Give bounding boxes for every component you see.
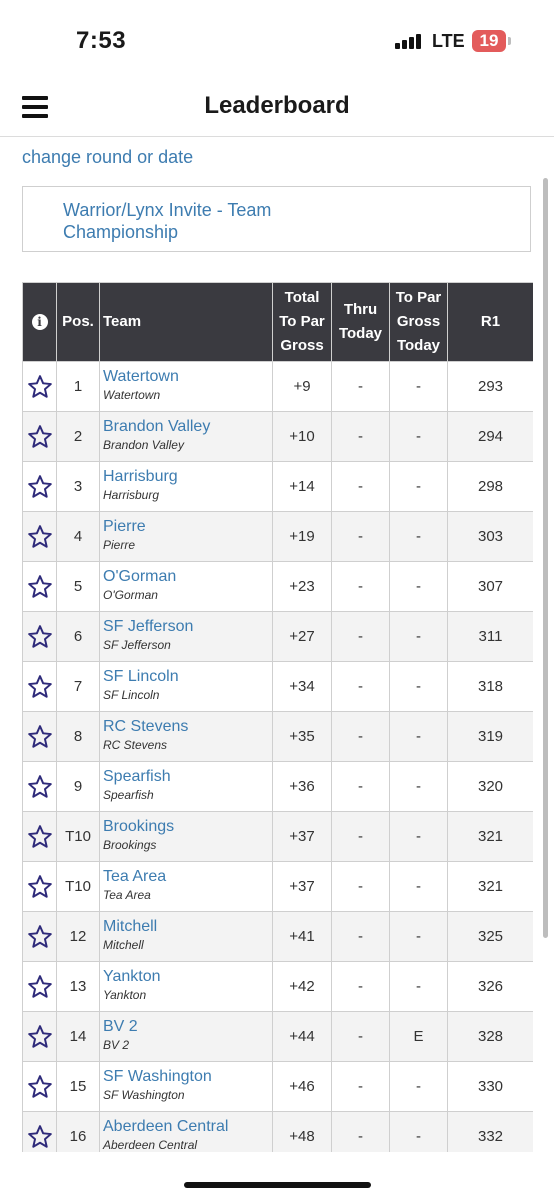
- r1-cell: 293: [448, 362, 534, 412]
- thru-today-cell: -: [332, 662, 390, 712]
- thru-today-cell: -: [332, 412, 390, 462]
- favorite-cell: [23, 812, 57, 862]
- team-link[interactable]: Harrisburg: [103, 468, 178, 485]
- table-row: [23, 912, 534, 962]
- table-row: [23, 762, 534, 812]
- change-round-link[interactable]: change round or date: [22, 147, 194, 167]
- total-to-par-cell: +10: [273, 412, 332, 462]
- home-indicator: [184, 1182, 371, 1188]
- favorite-cell: [23, 362, 57, 412]
- total-to-par-cell: +36: [273, 762, 332, 812]
- favorite-cell: [23, 662, 57, 712]
- thru-today-cell: -: [332, 512, 390, 562]
- total-to-par-cell: +48: [273, 1112, 332, 1153]
- battery-cap: [508, 37, 511, 45]
- star-outline-icon[interactable]: [27, 924, 53, 950]
- team-subtitle: Yankton: [103, 988, 147, 1002]
- thru-today-cell: -: [332, 1062, 390, 1112]
- position-cell: 15: [57, 1062, 100, 1112]
- star-outline-icon[interactable]: [27, 474, 53, 500]
- r1-cell: 321: [448, 862, 534, 912]
- table-row: [23, 612, 534, 662]
- thru-today-cell: -: [332, 962, 390, 1012]
- thru-today-cell: -: [332, 812, 390, 862]
- team-subtitle: O'Gorman: [103, 588, 158, 602]
- team-cell: [100, 412, 273, 462]
- star-outline-icon[interactable]: [27, 424, 53, 450]
- to-par-today-cell: -: [390, 412, 448, 462]
- team-cell: [100, 912, 273, 962]
- to-par-today-cell: -: [390, 712, 448, 762]
- topar-header-line2: Gross: [396, 313, 441, 330]
- leaderboard-table-container: [22, 282, 533, 1152]
- event-selector[interactable]: [22, 186, 531, 252]
- team-cell: [100, 862, 273, 912]
- table-header-row: [23, 283, 534, 362]
- table-row: [23, 412, 534, 462]
- favorite-cell: [23, 612, 57, 662]
- team-cell: [100, 512, 273, 562]
- team-subtitle: Watertown: [103, 388, 161, 402]
- team-link[interactable]: Watertown: [103, 368, 179, 385]
- team-link[interactable]: BV 2: [103, 1018, 138, 1035]
- to-par-today-cell: -: [390, 362, 448, 412]
- r1-header[interactable]: R1: [448, 283, 534, 362]
- table-row: [23, 712, 534, 762]
- team-link[interactable]: SF Lincoln: [103, 668, 179, 685]
- favorite-cell: [23, 1112, 57, 1153]
- position-cell: 12: [57, 912, 100, 962]
- team-cell: [100, 962, 273, 1012]
- position-cell: 7: [57, 662, 100, 712]
- favorite-cell: [23, 762, 57, 812]
- team-subtitle: Harrisburg: [103, 488, 160, 502]
- total-to-par-cell: +41: [273, 912, 332, 962]
- network-type: LTE: [432, 31, 465, 51]
- table-row: [23, 462, 534, 512]
- table-row: [23, 1112, 534, 1153]
- team-cell: [100, 562, 273, 612]
- team-cell: [100, 1012, 273, 1062]
- thru-header-line1: Thru: [343, 301, 378, 318]
- total-to-par-cell: +37: [273, 862, 332, 912]
- team-link[interactable]: SF Jefferson: [103, 618, 194, 635]
- team-subtitle: Spearfish: [103, 788, 154, 802]
- thru-today-cell: -: [332, 1112, 390, 1153]
- r1-cell: 294: [448, 412, 534, 462]
- r1-cell: 325: [448, 912, 534, 962]
- team-subtitle: SF Jefferson: [103, 638, 171, 652]
- team-link[interactable]: Brandon Valley: [103, 418, 211, 435]
- favorite-cell: [23, 912, 57, 962]
- table-row: [23, 962, 534, 1012]
- total-header-line3: Gross: [280, 337, 324, 354]
- r1-cell: 319: [448, 712, 534, 762]
- to-par-today-cell: -: [390, 962, 448, 1012]
- to-par-today-cell: -: [390, 762, 448, 812]
- total-header[interactable]: [273, 283, 332, 362]
- team-subtitle: BV 2: [103, 1038, 130, 1052]
- team-subtitle: Pierre: [103, 538, 136, 552]
- total-to-par-cell: +35: [273, 712, 332, 762]
- r1-cell: 330: [448, 1062, 534, 1112]
- star-outline-icon[interactable]: [27, 824, 53, 850]
- table-row: [23, 862, 534, 912]
- star-outline-icon[interactable]: [27, 674, 53, 700]
- team-link[interactable]: Pierre: [103, 518, 146, 535]
- star-outline-icon[interactable]: [27, 574, 53, 600]
- table-row: [23, 662, 534, 712]
- r1-cell: 332: [448, 1112, 534, 1153]
- team-cell: [100, 1062, 273, 1112]
- app-header: [0, 80, 554, 137]
- total-header-line2: To Par: [279, 313, 325, 330]
- team-cell: [100, 662, 273, 712]
- table-row: [23, 1012, 534, 1062]
- thru-today-cell: -: [332, 462, 390, 512]
- total-header-line1: Total: [284, 289, 320, 306]
- r1-cell: 328: [448, 1012, 534, 1062]
- favorite-cell: [23, 1062, 57, 1112]
- r1-cell: 326: [448, 962, 534, 1012]
- position-cell: 3: [57, 462, 100, 512]
- thru-today-cell: -: [332, 712, 390, 762]
- team-subtitle: Mitchell: [103, 938, 144, 952]
- position-cell: 5: [57, 562, 100, 612]
- favorite-cell: [23, 562, 57, 612]
- position-cell: 6: [57, 612, 100, 662]
- event-title: Warrior/Lynx Invite - Team Championship: [63, 200, 272, 242]
- to-par-today-cell: -: [390, 662, 448, 712]
- total-to-par-cell: +46: [273, 1062, 332, 1112]
- position-cell: 16: [57, 1112, 100, 1153]
- team-cell: [100, 612, 273, 662]
- signal-strength-icon: [395, 33, 427, 49]
- pos-header[interactable]: Pos.: [57, 283, 100, 362]
- team-subtitle: SF Lincoln: [103, 688, 160, 702]
- to-par-today-cell: -: [390, 462, 448, 512]
- position-cell: 4: [57, 512, 100, 562]
- star-outline-icon[interactable]: [27, 374, 53, 400]
- scrollbar[interactable]: [543, 178, 548, 938]
- total-to-par-cell: +37: [273, 812, 332, 862]
- team-subtitle: Brookings: [103, 838, 157, 852]
- topar-today-header[interactable]: [390, 283, 448, 362]
- team-link[interactable]: O'Gorman: [103, 568, 177, 585]
- team-link[interactable]: Aberdeen Central: [103, 1118, 229, 1135]
- table-row: [23, 512, 534, 562]
- to-par-today-cell: -: [390, 512, 448, 562]
- team-link[interactable]: Spearfish: [103, 768, 171, 785]
- position-cell: 14: [57, 1012, 100, 1062]
- status-time: 7:53: [76, 27, 127, 54]
- team-subtitle: Tea Area: [103, 888, 151, 902]
- team-subtitle: RC Stevens: [103, 738, 168, 752]
- team-subtitle: Brandon Valley: [103, 438, 184, 452]
- thru-today-cell: -: [332, 1012, 390, 1062]
- thru-today-cell: -: [332, 562, 390, 612]
- table-body: [23, 362, 534, 1153]
- total-to-par-cell: +9: [273, 362, 332, 412]
- star-outline-icon[interactable]: [27, 624, 53, 650]
- team-subtitle: Aberdeen Central: [103, 1138, 198, 1152]
- info-icon: i: [32, 314, 48, 330]
- favorite-cell: [23, 712, 57, 762]
- r1-cell: 318: [448, 662, 534, 712]
- thru-today-cell: -: [332, 612, 390, 662]
- position-cell: 8: [57, 712, 100, 762]
- team-link[interactable]: Brookings: [103, 818, 175, 835]
- position-cell: 13: [57, 962, 100, 1012]
- total-to-par-cell: +27: [273, 612, 332, 662]
- team-cell: [100, 762, 273, 812]
- thru-today-cell: -: [332, 762, 390, 812]
- thru-today-cell: -: [332, 862, 390, 912]
- star-outline-icon[interactable]: [27, 774, 53, 800]
- star-outline-icon[interactable]: [27, 974, 53, 1000]
- star-outline-icon[interactable]: [27, 724, 53, 750]
- team-cell: [100, 1112, 273, 1153]
- favorite-cell: [23, 862, 57, 912]
- star-outline-icon[interactable]: [27, 874, 53, 900]
- battery-icon: 19: [472, 30, 506, 52]
- to-par-today-cell: E: [390, 1012, 448, 1062]
- topar-header-line1: To Par: [395, 289, 442, 306]
- leaderboard-table: [22, 282, 533, 1152]
- star-outline-icon[interactable]: [27, 1124, 53, 1150]
- thru-header-line2: Today: [338, 325, 383, 342]
- table-row: [23, 362, 534, 412]
- favorite-cell: [23, 512, 57, 562]
- to-par-today-cell: -: [390, 912, 448, 962]
- star-outline-icon[interactable]: [27, 1024, 53, 1050]
- topar-header-line3: Today: [396, 337, 441, 354]
- total-to-par-cell: +34: [273, 662, 332, 712]
- to-par-today-cell: -: [390, 862, 448, 912]
- total-to-par-cell: +19: [273, 512, 332, 562]
- r1-cell: 303: [448, 512, 534, 562]
- favorite-cell: [23, 1012, 57, 1062]
- star-outline-icon[interactable]: [27, 1074, 53, 1100]
- favorite-cell: [23, 962, 57, 1012]
- team-cell: [100, 462, 273, 512]
- to-par-today-cell: -: [390, 1112, 448, 1153]
- r1-cell: 321: [448, 812, 534, 862]
- position-cell: T10: [57, 862, 100, 912]
- team-header[interactable]: Team: [100, 283, 273, 362]
- thru-today-cell: -: [332, 912, 390, 962]
- team-cell: [100, 712, 273, 762]
- to-par-today-cell: -: [390, 612, 448, 662]
- position-cell: 2: [57, 412, 100, 462]
- position-cell: 9: [57, 762, 100, 812]
- total-to-par-cell: +42: [273, 962, 332, 1012]
- team-link[interactable]: RC Stevens: [103, 718, 189, 735]
- favorite-cell: [23, 412, 57, 462]
- favorite-cell: [23, 462, 57, 512]
- team-link[interactable]: SF Washington: [103, 1068, 212, 1085]
- team-cell: [100, 362, 273, 412]
- r1-cell: 311: [448, 612, 534, 662]
- thru-today-cell: -: [332, 362, 390, 412]
- table-row: [23, 1062, 534, 1112]
- team-link[interactable]: Yankton: [103, 968, 161, 985]
- team-cell: [100, 812, 273, 862]
- r1-cell: 320: [448, 762, 534, 812]
- team-subtitle: SF Washington: [103, 1088, 185, 1102]
- total-to-par-cell: +14: [273, 462, 332, 512]
- info-header[interactable]: [23, 283, 57, 362]
- table-row: [23, 812, 534, 862]
- star-outline-icon[interactable]: [27, 524, 53, 550]
- thru-header[interactable]: [332, 283, 390, 362]
- total-to-par-cell: +23: [273, 562, 332, 612]
- team-link[interactable]: Mitchell: [103, 918, 158, 935]
- status-bar: [0, 0, 554, 80]
- r1-cell: 298: [448, 462, 534, 512]
- total-to-par-cell: +44: [273, 1012, 332, 1062]
- r1-cell: 307: [448, 562, 534, 612]
- to-par-today-cell: -: [390, 562, 448, 612]
- page-title: Leaderboard: [204, 92, 350, 119]
- to-par-today-cell: -: [390, 812, 448, 862]
- to-par-today-cell: -: [390, 1062, 448, 1112]
- table-row: [23, 562, 534, 612]
- team-link[interactable]: Tea Area: [103, 868, 167, 885]
- position-cell: 1: [57, 362, 100, 412]
- position-cell: T10: [57, 812, 100, 862]
